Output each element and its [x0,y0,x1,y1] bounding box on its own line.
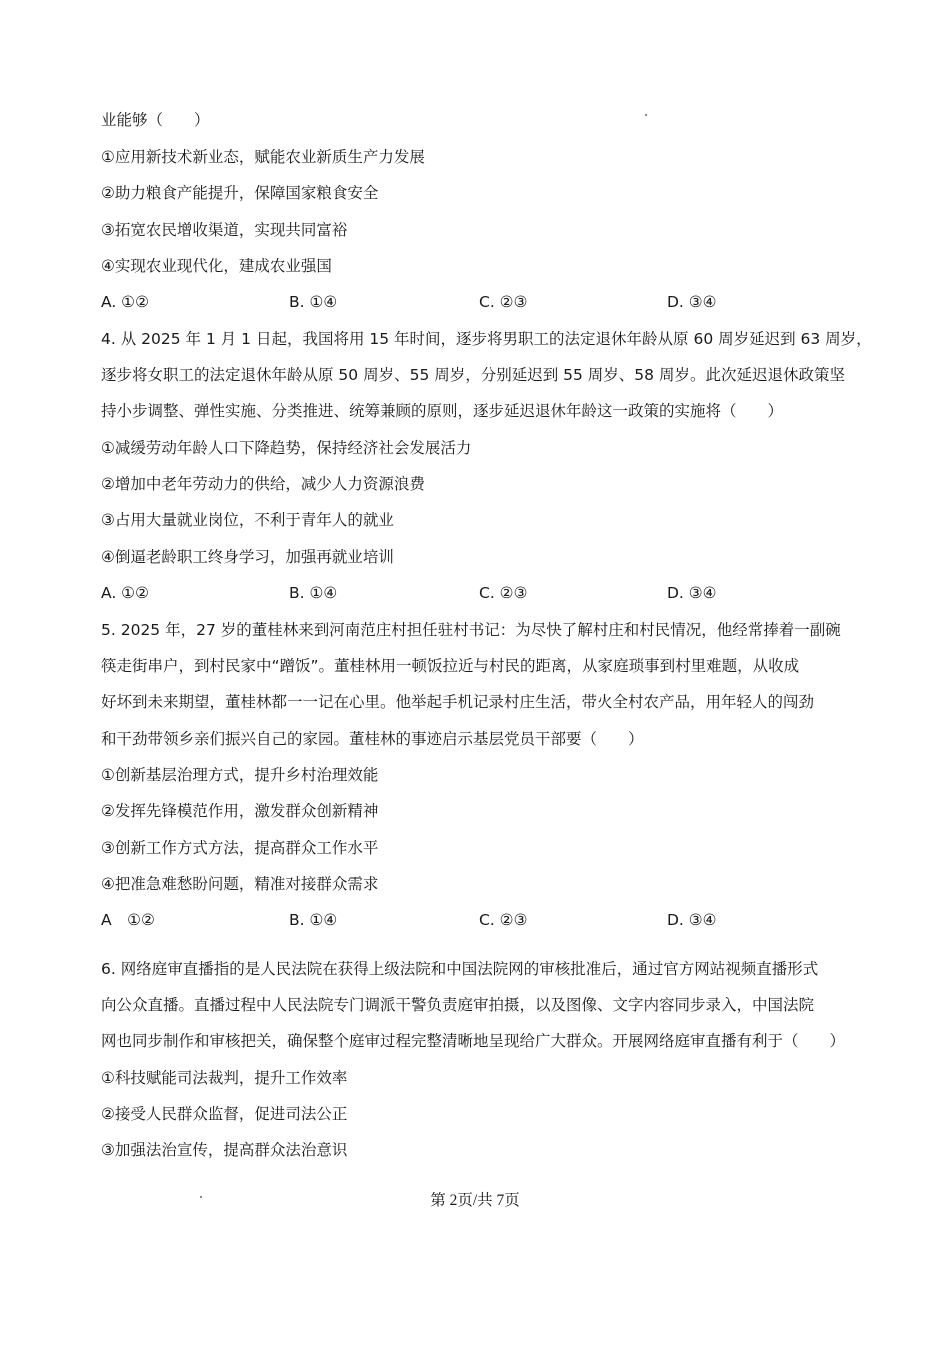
q4-option-a: A. ①② [101,584,149,602]
q4-stem-line-1: 4. 从 2025 年 1 月 1 日起，我国将用 15 年时间，逐步将男职工的法定退休年龄从原 60 周岁延迟到 63 周岁， [101,330,872,348]
q5-statement-2: ②发挥先锋模范作用，激发群众创新精神 [101,802,379,820]
q4-option-d: D. ③④ [667,584,717,602]
q3-option-c: C. ②③ [479,293,528,311]
q3-statement-2: ②助力粮食产能提升，保障国家粮食安全 [101,184,379,202]
q5-stem-line-4: 和干劲带领乡亲们振兴自己的家园。董桂林的事迹启示基层党员干部要（ ） [101,730,644,748]
q5-option-c: C. ②③ [479,911,528,929]
q4-option-c: C. ②③ [479,584,528,602]
q5-stem-line-3: 好坏到未来期望，董桂林都一一记在心里。他举起手机记录村庄生活，带火全村农产品，用年轻人的闯劲 [101,693,815,711]
q3-statement-4: ④实现农业现代化，建成农业强国 [101,257,332,275]
q3-option-a: A. ①② [101,293,149,311]
q6-stem-line-1: 6. 网络庭审直播指的是人民法院在获得上级法院和中国法院网的审核批准后，通过官方网站视频直播形式 [101,960,819,978]
q3-statement-1: ①应用新技术新业态，赋能农业新质生产力发展 [101,148,425,166]
q3-option-b: B. ①④ [289,293,338,311]
q4-statement-3: ③占用大量就业岗位，不利于青年人的就业 [101,511,394,529]
scan-speck [645,114,647,116]
q5-statement-4: ④把准急难愁盼问题，精准对接群众需求 [101,875,379,893]
q6-stem-line-2: 向公众直播。直播过程中人民法院专门调派干警负责庭审拍摄，以及图像、文字内容同步录入，中国法院 [101,996,815,1014]
q3-option-d: D. ③④ [667,293,717,311]
q4-statement-4: ④倒逼老龄职工终身学习，加强再就业培训 [101,548,394,566]
q5-stem-line-1: 5. 2025 年，27 岁的董桂林来到河南范庄村担任驻村书记：为尽快了解村庄和村民情况，他经常捧着一副碗 [101,621,841,639]
q6-statement-2: ②接受人民群众监督，促进司法公正 [101,1105,348,1123]
q6-statement-3: ③加强法治宣传，提高群众法治意识 [101,1141,348,1159]
q3-statement-3: ③拓宽农民增收渠道，实现共同富裕 [101,221,348,239]
q6-stem-line-3: 网也同步制作和审核把关，确保整个庭审过程完整清晰地呈现给广大群众。开展网络庭审直播有利于（ ） [101,1032,846,1050]
q5-statement-3: ③创新工作方式方法，提高群众工作水平 [101,839,379,857]
q3-options [101,291,861,313]
q5-option-b: B. ①④ [289,911,338,929]
q3-stem-end: 业能够（ ） [101,111,210,129]
q6-statement-1: ①科技赋能司法裁判，提升工作效率 [101,1069,348,1087]
q5-option-a: A ①② [101,911,155,929]
page-number: 第 2页/共 7页 [430,1192,520,1209]
q4-stem-line-2: 逐步将女职工的法定退休年龄从原 50 周岁、55 周岁，分别延迟到 55 周岁、58 周岁。此次延迟退休政策坚 [101,366,845,384]
q5-options [101,909,861,931]
q4-stem-line-3: 持小步调整、弹性实施、分类推进、统筹兼顾的原则，逐步延迟退休年龄这一政策的实施将（ ） [101,402,784,420]
q4-option-b: B. ①④ [289,584,338,602]
q4-statement-1: ①减缓劳动年龄人口下降趋势，保持经济社会发展活力 [101,439,472,457]
q4-options [101,582,861,604]
q5-stem-line-2: 筷走街串户，到村民家中“蹭饭”。董桂林用一顿饭拉近与村民的距离，从家庭琐事到村里难题，从收成 [101,657,800,675]
q4-statement-2: ②增加中老年劳动力的供给，减少人力资源浪费 [101,475,425,493]
q5-statement-1: ①创新基层治理方式，提升乡村治理效能 [101,766,379,784]
q5-option-d: D. ③④ [667,911,717,929]
